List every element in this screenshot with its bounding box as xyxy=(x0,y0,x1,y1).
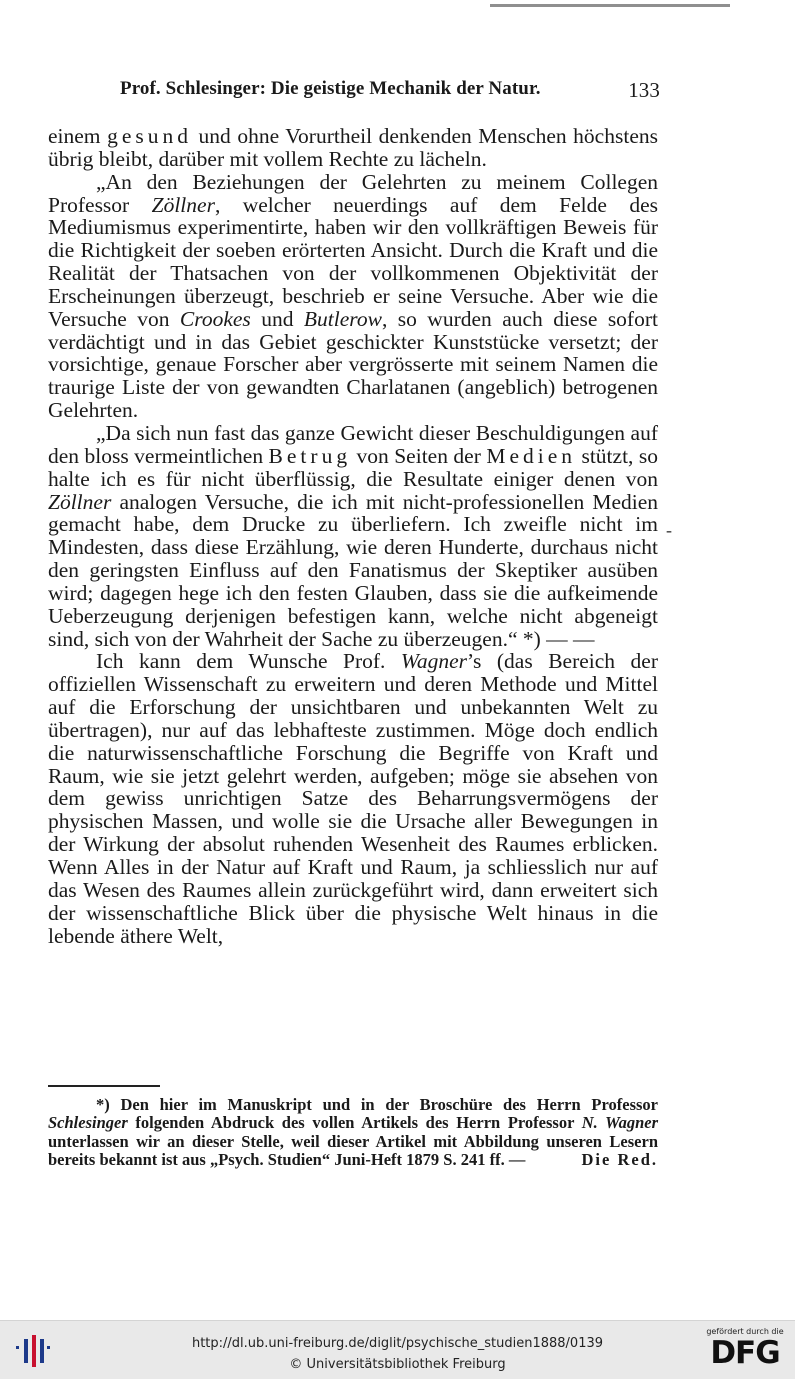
spaced-word: Medien xyxy=(486,443,577,468)
text-run: , so wurden auch diese sofort verdächtigt und in das Gebiet geschickter Kunststücke versetzt; der vorsichtige, genaue Forscher aber vergrösserte mit seinem Namen die traurige Liste der von gewandten Charlatanen (angeblich) betrogenen Gelehrten. xyxy=(48,306,658,423)
running-title: Prof. Schlesinger: Die geistige Mechanik der Natur. xyxy=(120,78,541,99)
italic-name: Zöllner xyxy=(48,489,112,514)
footnote-text xyxy=(48,1096,658,1169)
running-head xyxy=(120,78,660,106)
text-run: ’s (das Bereich der offiziellen Wissenschaft zu erweitern und deren Methode und Mittel auf die Erforschung der unsichtbaren und unbekannten Welt zu übertragen), nur auf das lebhafteste zustimmen. Möge doch endlich die naturwissenschaftliche Forschung die Begriffe von Kraft und Raum, wie sie jetzt gelehrt werden, aufgeben; möge sie absehen von dem gewiss unrichtigen Satze des Beharrungsvermögens der physischen Massen, und wolle sie die Ursache aller Bewegungen in der Wirkung der absolut ruhenden Wesenheit des Raumes erblicken. Wenn Alles in der Natur auf Kraft und Raum, ja schliesslich nur auf das Wesen des Raumes allein zurückgeführt wird, dann erweitert sich der wissenschaftliche Blick über die physische Welt hinaus in die lebende äthere Welt, xyxy=(48,649,658,948)
copyright-notice: © Universitätsbibliothek Freiburg xyxy=(289,1357,506,1372)
paragraph-2 xyxy=(48,171,658,422)
cropped-top-line xyxy=(490,0,730,7)
paragraph-4 xyxy=(48,650,658,947)
text-run: „An den Beziehungen der Gelehrten zu meinem Collegen Professor xyxy=(48,169,658,217)
italic-name: Schlesinger xyxy=(48,1113,128,1133)
footnote xyxy=(48,1096,658,1169)
editor-signature: Die Red. xyxy=(581,1149,658,1169)
dfg-logo-text: DFG xyxy=(710,1335,780,1371)
italic-name: Wagner xyxy=(400,649,468,674)
paragraph-3 xyxy=(48,422,658,650)
text-run: Ich kann dem Wunsche Prof. xyxy=(96,649,401,674)
italic-name: Crookes xyxy=(179,306,251,331)
text-run: von Seiten der xyxy=(351,443,487,468)
permalink-url[interactable]: http://dl.ub.uni-freiburg.de/diglit/psychische_studien1888/0139 xyxy=(191,1336,604,1351)
italic-name: Zöllner xyxy=(151,192,215,217)
text-run: , welcher neuerdings auf dem Felde des Mediumismus experimentirte, haben wir den vollkräftigen Beweis für die Richtigkeit der soeben erörterten Ansicht. Durch die Kraft und die Realität der Thatsachen von der vollkommenen Objektivität der Erscheinungen überzeugt, beschrieb er seine Versuche. Aber wie die Versuche von xyxy=(48,192,658,331)
spaced-word: gesund xyxy=(107,124,192,148)
page-number: 133 xyxy=(628,78,660,102)
text-run: *) Den hier im Manuskript und in der Broschüre des Herrn Professor xyxy=(96,1095,658,1114)
spaced-word: Betrug xyxy=(268,443,352,468)
viewer-footer xyxy=(0,1320,795,1379)
dfg-logo[interactable] xyxy=(703,1327,787,1375)
text-run: „Da sich nun fast das ganze Gewicht dieser Beschuldigungen auf den bloss vermeintlichen xyxy=(48,420,658,468)
paragraph-1 xyxy=(48,125,658,171)
text-run: unterlassen wir an dieser Stelle, weil dieser Artikel mit Abbildung unseren Lesern bereits bekannt ist aus „Psych. Studien“ Juni-Heft 1879 S. 241 ff. — xyxy=(48,1131,658,1169)
text-run: und ohne Vorurtheil denkenden Menschen höchstens übrig bleibt, darüber mit vollem Rechte zu lächeln. xyxy=(48,124,658,171)
text-run: einem xyxy=(48,124,108,148)
italic-name: N. Wagner xyxy=(581,1113,658,1133)
margin-hyphen-mark: - xyxy=(666,520,672,540)
text-run: folgenden Abdruck des vollen Artikels des Herrn Professor xyxy=(127,1113,582,1133)
dfg-caption: gefördert durch die xyxy=(706,1327,784,1336)
text-run: analogen Versuche, die ich mit nicht-professionellen Medien gemacht habe, dem Drucke zu überliefern. Ich zweifle nicht im Mindesten, dass diese Erzählung, wie deren Hunderte, durchaus nicht den geringsten Einfluss auf den Fanatismus der Skeptiker ausüben wird; dagegen hege ich den festen Glauben, dass sie die aufkeimende Ueberzeugung derjenigen befestigen kann, welche nicht abgeneigt sind, sich von der Wahrheit der Sache zu überzeugen.“ *) — — xyxy=(48,489,658,651)
footnote-rule xyxy=(48,1085,160,1087)
body-text xyxy=(48,125,658,947)
italic-name: Butlerow xyxy=(303,306,382,331)
text-run: stützt, so halte ich es für nicht überflüssig, die Resultate einiger denen von xyxy=(48,443,658,491)
text-run: und xyxy=(250,306,304,331)
